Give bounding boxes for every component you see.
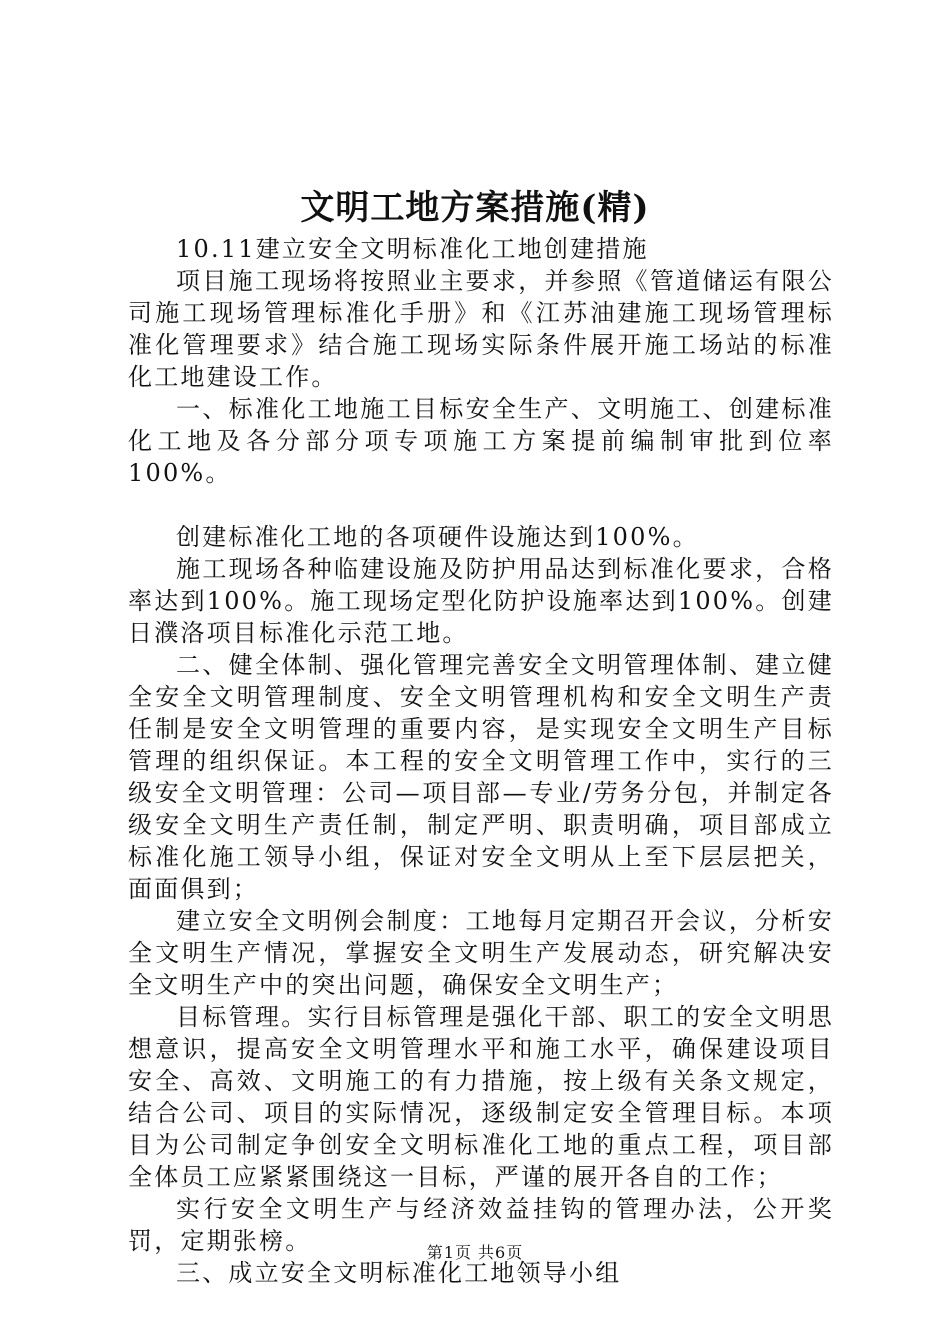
paragraph-meeting-system: 建立安全文明例会制度：工地每月定期召开会议，分析安全文明生产情况，掌握安全文明生产发展动态，研究解决安全文明生产中的突出问题，确保安全文明生产； — [128, 907, 834, 999]
paragraph-section-three: 三、成立安全文明标准化工地领导小组 — [176, 1259, 622, 1287]
paragraph-section-heading: 10.11建立安全文明标准化工地创建措施 — [176, 235, 649, 263]
paragraph-intro: 项目施工现场将按照业主要求，并参照《管道储运有限公司施工现场管理标准化手册》和《江苏油建施工现场管理标准化管理要求》结合施工现场实际条件展开施工场站的标准化工地建设工作。 — [128, 267, 834, 391]
paragraph-target-management: 目标管理。实行目标管理是强化干部、职工的安全文明思想意识，提高安全文明管理水平和施工水平，确保建设项目安全、高效、文明施工的有力措施，按上级有关条文规定，结合公司、项目的实际情况，逐级制定安全管理目标。本项目为公司制定争创安全文明标准化工地的重点工程，项目部全体员工应紧紧围绕这一目标，严谨的展开各自的工作； — [128, 1003, 834, 1191]
document-title: 文明工地方案措施(精) — [300, 188, 650, 228]
paragraph-hardware-target: 创建标准化工地的各项硬件设施达到100%。 — [176, 523, 699, 551]
paragraph-rewards: 实行安全文明生产与经济效益挂钩的管理办法，公开奖罚，定期张榜。 — [128, 1195, 834, 1255]
document-body — [128, 233, 834, 1289]
paragraph-section-one: 一、标准化工地施工目标安全生产、文明施工、创建标准化工地及各分部分项专项施工方案提前编制审批到位率100%。 — [128, 395, 834, 487]
page-footer: 第1页 共6页 — [426, 1243, 524, 1262]
paragraph-section-two: 二、健全体制、强化管理完善安全文明管理体制、建立健全安全文明管理制度、安全文明管理机构和安全文明生产责任制是安全文明管理的重要内容，是实现安全文明生产目标管理的组织保证。本工程的安全文明管理工作中，实行的三级安全文明管理：公司—项目部—专业/劳务分包，并制定各级安全文明生产责任制，制定严明、职责明确，项目部成立标准化施工领导小组，保证对安全文明从上至下层层把关，面面俱到； — [128, 651, 834, 903]
paragraph-temporary-facilities: 施工现场各种临建设施及防护用品达到标准化要求，合格率达到100%。施工现场定型化防护设施率达到100%。创建日濮洛项目标准化示范工地。 — [128, 555, 834, 647]
